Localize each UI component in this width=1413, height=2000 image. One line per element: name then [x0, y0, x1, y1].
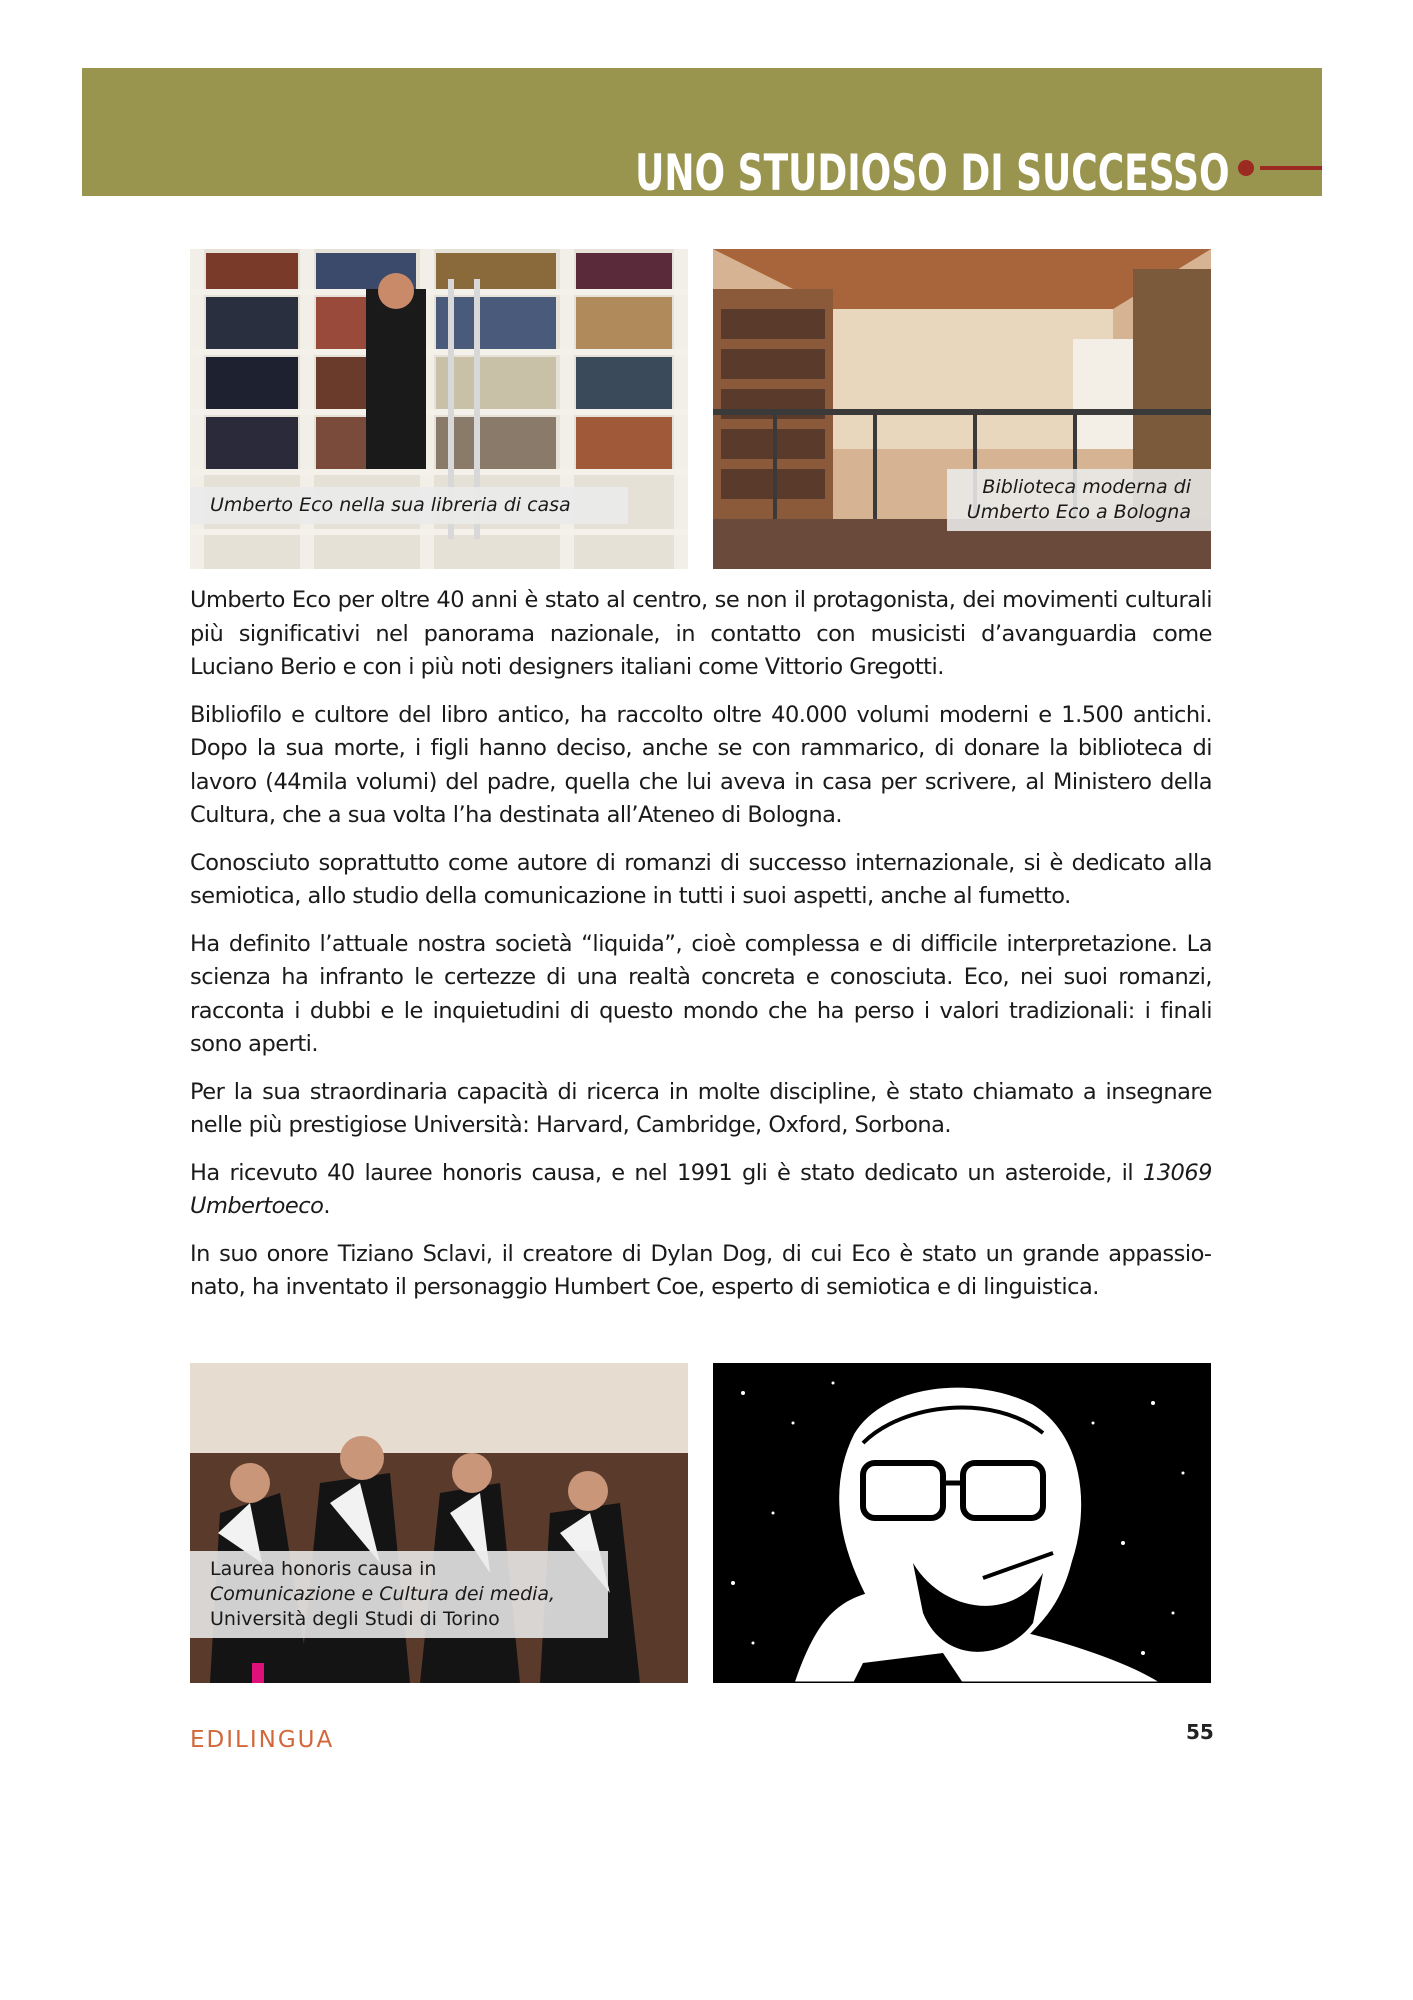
photo-honoris-causa: [190, 1363, 688, 1683]
paragraph: In suo onore Tiziano Sclavi, il creatore di Dylan Dog, di cui Eco è stato un grande appassionato, ha inventato il personaggio Humbert Coe, esperto di semiotica e di linguistica.: [190, 1240, 1212, 1300]
comic-portrait-illustration: [713, 1363, 1211, 1683]
publisher-logo: EDILINGUA: [190, 1727, 335, 1753]
header-bullet-line: [1260, 166, 1322, 170]
illustration-humbert-coe: [713, 1363, 1211, 1683]
paragraph: Ha definito l’attuale nostra società “liquida”, cioè complessa e di difficile interpretazione. La scienza ha infranto le certezze di una realtà concreta e conosciuta. Eco, nei suoi romanzi, racconta i dubbi e le inquietudini di questo mondo che ha perso i valori tradizionali: i finali sono aperti.: [190, 930, 1212, 1057]
photo-home-library: [190, 249, 688, 569]
asteroid-name: 13069 Umbertoeco: [190, 1159, 1212, 1219]
caption-honoris-causa: Laurea honoris causa in Comunicazione e Cultura dei media, Università degli Studi di Torino: [190, 1551, 608, 1638]
paragraph: Per la sua straordinaria capacità di ricerca in molte discipline, è stato chiamato a insegnare nelle più prestigiose Università: Harvard, Cambridge, Oxford, Sorbona.: [190, 1078, 1212, 1138]
page-title: UNO STUDIOSO DI SUCCESSO: [635, 144, 1230, 202]
header-band: [82, 68, 1322, 202]
paragraph: Ha ricevuto 40 lauree honoris causa, e nel 1991 gli è stato dedicato un asteroide, il 13069 Umbertoeco.: [190, 1159, 1212, 1219]
caption-bologna-library: Biblioteca moderna di Umberto Eco a Bologna: [947, 469, 1211, 531]
paragraph: Bibliofilo e cultore del libro antico, ha raccolto oltre 40.000 volumi moderni e 1.500 antichi. Dopo la sua morte, i figli hanno deciso, anche se con rammarico, di donare la biblioteca di lavoro (44mila volumi) del padre, quella che lui aveva in casa per scrivere, al Ministero della Cultura, che a sua volta l’ha destinata all’Ateneo di Bologna.: [190, 701, 1212, 828]
caption-home-library: Umberto Eco nella sua libreria di casa: [190, 487, 628, 524]
photo-bologna-library: [713, 249, 1211, 569]
page-number: 55: [1186, 1720, 1214, 1744]
paragraph: Conosciuto soprattutto come autore di romanzi di successo internazionale, si è dedicato alla semiotica, allo studio della comunicazione in tutti i suoi aspetti, anche al fumetto.: [190, 849, 1212, 909]
header-bullet-dot: [1238, 160, 1254, 176]
article-body: [190, 584, 1212, 1319]
paragraph: Umberto Eco per oltre 40 anni è stato al centro, se non il protagonista, dei movimenti culturali più significativi nel panorama nazionale, in contatto con musicisti d’avanguardia come Luciano Berio e con i più noti designers italiani come Vittorio Gregotti.: [190, 587, 1212, 680]
